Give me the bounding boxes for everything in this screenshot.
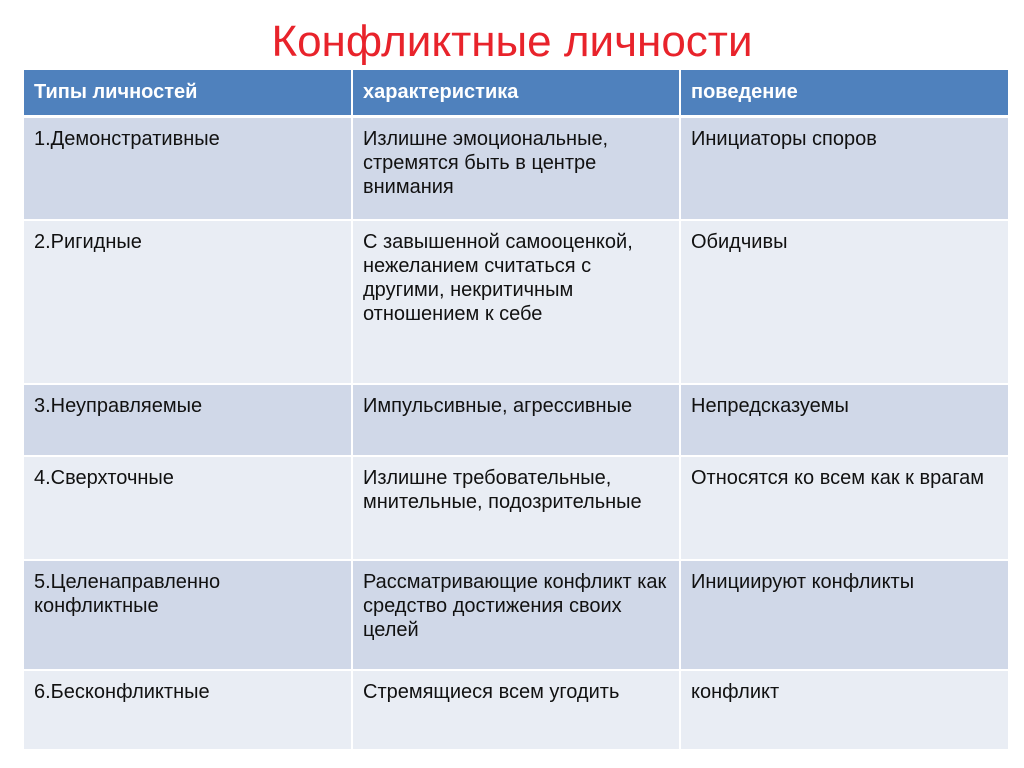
cell-type: 2.Ригидные <box>24 220 352 384</box>
table-header-row <box>24 70 1008 116</box>
table-row <box>24 456 1008 560</box>
header-characteristic: характеристика <box>352 70 680 116</box>
cell-characteristic: С завышенной самооценкой, нежеланием считаться с другими, некритичным отношением к себе <box>352 220 680 384</box>
cell-type: 5.Целенаправленно конфликтные <box>24 560 352 670</box>
table-row <box>24 116 1008 220</box>
cell-type: 6.Бесконфликтные <box>24 670 352 750</box>
page-title: Конфликтные личности <box>271 17 753 66</box>
cell-behavior: Непредсказуемы <box>680 384 1008 456</box>
cell-behavior: Инициируют конфликты <box>680 560 1008 670</box>
cell-type: 4.Сверхточные <box>24 456 352 560</box>
header-personality-types: Типы личностей <box>24 70 352 116</box>
cell-characteristic: Рассматривающие конфликт как средство достижения своих целей <box>352 560 680 670</box>
header-behavior: поведение <box>680 70 1008 116</box>
cell-type: 1.Демонстративные <box>24 116 352 220</box>
personality-table <box>24 70 1008 751</box>
cell-characteristic: Импульсивные, агрессивные <box>352 384 680 456</box>
table-row <box>24 560 1008 670</box>
cell-characteristic: Излишне эмоциональные, стремятся быть в центре внимания <box>352 116 680 220</box>
cell-characteristic: Стремящиеся всем угодить <box>352 670 680 750</box>
cell-behavior: конфликт <box>680 670 1008 750</box>
cell-behavior: Относятся ко всем как к врагам <box>680 456 1008 560</box>
cell-characteristic: Излишне требовательные, мнительные, подозрительные <box>352 456 680 560</box>
personality-table-container <box>24 70 1008 751</box>
table-row <box>24 220 1008 384</box>
cell-behavior: Инициаторы споров <box>680 116 1008 220</box>
table-row <box>24 384 1008 456</box>
cell-type: 3.Неуправляемые <box>24 384 352 456</box>
table-row <box>24 670 1008 750</box>
cell-behavior: Обидчивы <box>680 220 1008 384</box>
